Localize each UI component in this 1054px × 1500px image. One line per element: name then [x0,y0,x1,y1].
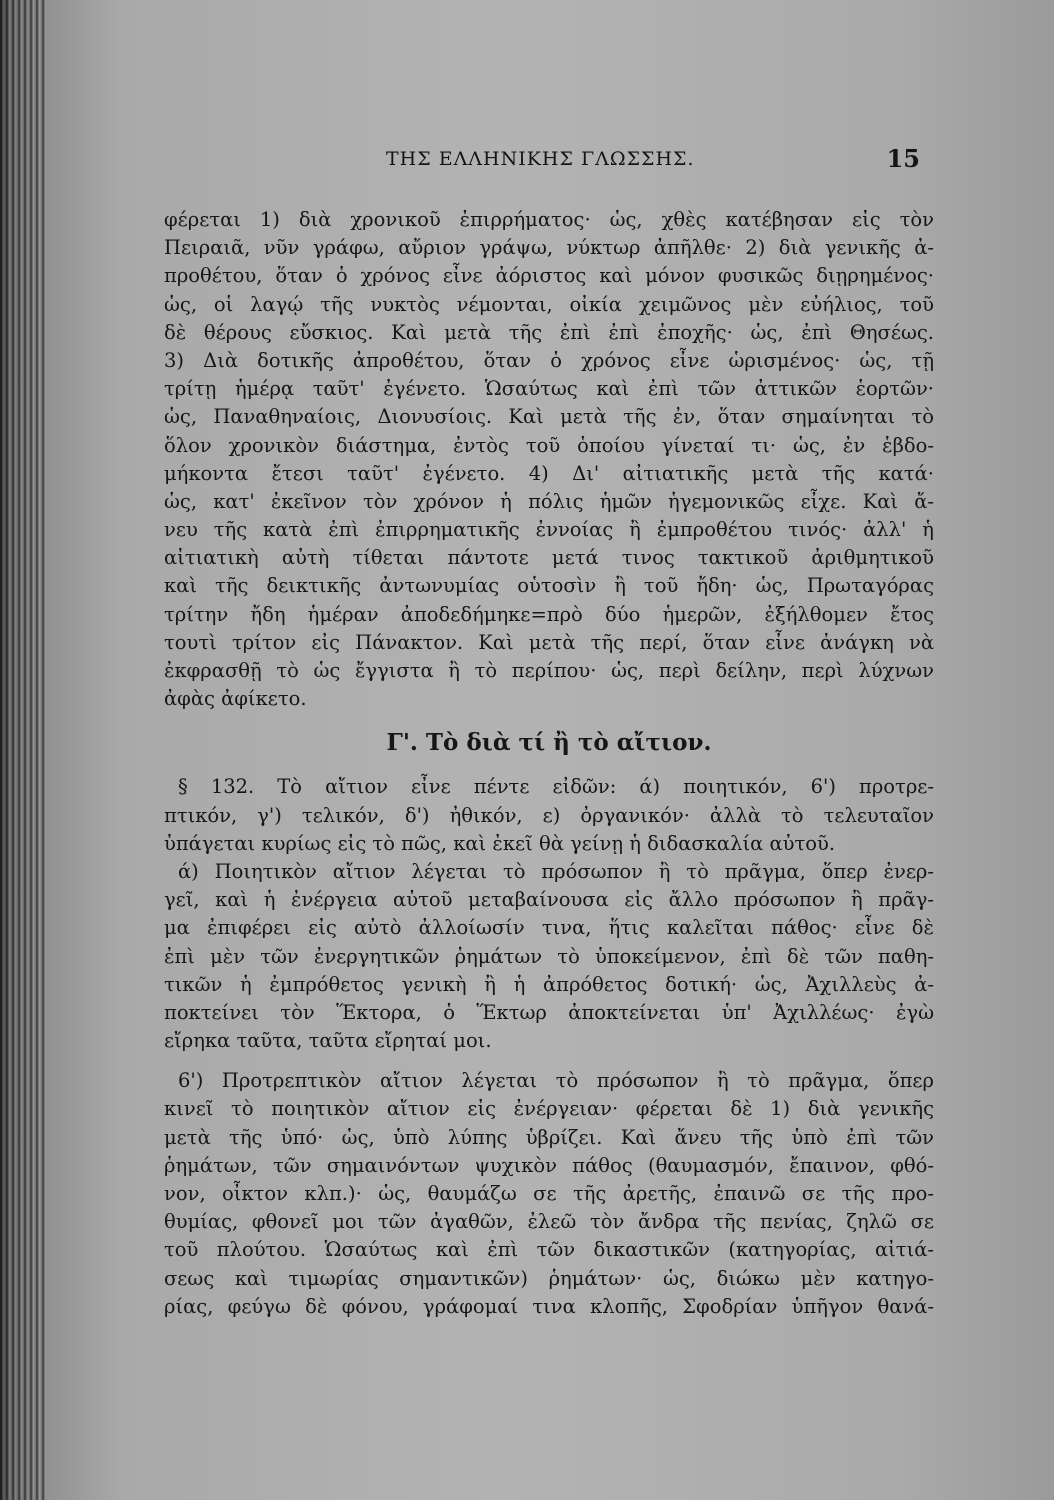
text-line: ρίας, φεύγω δὲ φόνου, γράφομαί τινα κλοπῆς, Σφοδρίαν ὑπῆγον θανά- [164,1294,934,1318]
page-header [160,146,920,176]
text-line: τοῦ πλούτου. Ὡσαύτως καὶ ἐπὶ τῶν δικαστικῶν (κατηγορίας, αἰτιά- [164,1238,934,1262]
text-line: § 132. Τὸ αἴτιον εἶνε πέντε εἰδῶν: ά) ποιητικόν, 6') προτρε- [178,775,934,799]
text-line: αἰτιατικὴ αὐτὴ τίθεται πάντοτε μετά τινος τακτικοῦ ἀριθμητικοῦ [164,546,934,570]
text-line: ἐπὶ μὲν τῶν ἐνεργητικῶν ῥημάτων τὸ ὑποκείμενον, ἐπὶ δὲ τῶν παθη- [164,944,934,968]
text-line: ἀφὰς ἀφίκετο. [164,687,307,711]
text-line: νευ τῆς κατὰ ἐπὶ ἐπιρρηματικῆς ἐννοίας ἢ ἐμπροθέτου τινός· ἀλλ' ἡ [164,518,934,542]
book-gutter [0,0,46,1500]
text-line: ποκτείνει τὸν Ἕκτορα, ὁ Ἕκτωρ ἀποκτείνεται ὑπ' Ἀχιλλέως· ἐγὼ [164,1000,934,1024]
page-body [164,206,934,1321]
text-line: νον, οἶκτον κλπ.)· ὡς, θαυμάζω σε τῆς ἀρετῆς, ἐπαινῶ σε τῆς προ- [164,1182,934,1205]
text-line: τουτὶ τρίτον εἰς Πάνακτον. Καὶ μετὰ τῆς περί, ὅταν εἶνε ἀνάγκη νὰ [164,630,934,654]
text-line: ἐκφρασθῇ τὸ ὡς ἔγγιστα ἢ τὸ περίπου· ὡς, περὶ δείλην, περὶ λύχνων [164,659,934,682]
text-line: 6') Προτρεπτικὸν αἴτιον λέγεται τὸ πρόσωπον ἢ τὸ πρᾶγμα, ὅπερ [178,1069,934,1093]
text-line: ὡς, Παναθηναίοις, Διονυσίοις. Καὶ μετὰ τῆς ἐν, ὅταν σημαίνηται τὸ [164,405,934,429]
text-line: τικῶν ἡ ἐμπρόθετος γενικὴ ἢ ἡ ἀπρόθετος δοτική· ὡς, Ἀχιλλεὺς ἀ- [164,972,934,996]
text-line: Πειραιᾶ, νῦν γράφω, αὔριον γράψω, νύκτωρ ἀπῆλθε· 2) διὰ γενικῆς ἀ- [164,236,934,260]
text-line: ὑπάγεται κυρίως εἰς τὸ πῶς, καὶ ἐκεῖ θὰ γείνῃ ἡ διδασκαλία αὐτοῦ. [164,831,836,855]
text-line: ῥημάτων, τῶν σημαινόντων ψυχικὸν πάθος (θαυμασμόν, ἔπαινον, φθό- [164,1153,934,1177]
text-line: φέρεται 1) διὰ χρονικοῦ ἐπιρρήματος· ὡς, χθὲς κατέβησαν εἰς τὸν [164,208,934,231]
text-line: σεως καὶ τιμωρίας σημαντικῶν) ῥημάτων· ὡς, διώκω μὲν κατηγο- [164,1266,934,1290]
text-line: 3) Διὰ δοτικῆς ἀπροθέτου, ὅταν ὁ χρόνος εἶνε ὡρισμένος· ὡς, τῇ [164,348,934,372]
text-line: προθέτου, ὅταν ὁ χρόνος εἶνε ἀόριστος καὶ μόνον φυσικῶς διῃρημένος· [164,264,934,288]
text-line: θυμίας, φθονεῖ μοι τῶν ἀγαθῶν, ἐλεῶ τὸν ἄνδρα τῆς πενίας, ζηλῶ σε [164,1210,934,1234]
text-line: μετὰ τῆς ὑπό· ὡς, ὑπὸ λύπης ὑβρίζει. Καὶ ἄνευ τῆς ὑπὸ ἐπὶ τῶν [164,1125,934,1149]
text-line: ὡς, οἱ λαγῴ τῆς νυκτὸς νέμονται, οἰκία χειμῶνος μὲν εὐήλιος, τοῦ [164,292,934,316]
text-line: γεῖ, καὶ ἡ ἐνέργεια αὐτοῦ μεταβαίνουσα εἰς ἄλλο πρόσωπον ἢ πρᾶγ- [164,888,934,912]
text-line: πτικόν, γ') τελικόν, δ') ἠθικόν, ε) ὀργανικόν· ἀλλὰ τὸ τελευταῖον [164,803,934,827]
text-line: μήκοντα ἔτεσι ταῦτ' ἐγένετο. 4) Δι' αἰτιατικῆς μετὰ τῆς κατά· [164,461,934,485]
section-heading: Γ'. Τὸ διὰ τί ἢ τὸ αἴτιον. [386,729,712,757]
text-line: τρίτῃ ἡμέρᾳ ταῦτ' ἐγένετο. Ὡσαύτως καὶ ἐπὶ τῶν ἀττικῶν ἑορτῶν· [164,377,934,401]
text-line: δὲ θέρους εὔσκιος. Καὶ μετὰ τῆς ἐπὶ ἐπὶ ἐποχῆς· ὡς, ἐπὶ Θησέως. [164,320,934,344]
paragraph-gap [164,1055,934,1067]
text-line: ά) Ποιητικὸν αἴτιον λέγεται τὸ πρόσωπον ἢ τὸ πρᾶγμα, ὅπερ ἐνερ- [178,859,934,883]
running-title: ΤΗΣ ΕΛΛΗΝΙΚΗΣ ΓΛΩΣΣΗΣ. [386,148,695,170]
text-line: καὶ τῆς δεικτικῆς ἀντωνυμίας οὑτοσὶν ἢ τοῦ ἤδη· ὡς, Πρωταγόρας [164,574,934,598]
text-line: εἴρηκα ταῦτα, ταῦτα εἴρηταί μοι. [164,1029,492,1053]
text-line: μα ἐπιφέρει εἰς αὐτὸ ἀλλοίωσίν τινα, ἥτις καλεῖται πάθος· εἶνε δὲ [164,916,934,940]
text-line: κινεῖ τὸ ποιητικὸν αἴτιον εἰς ἐνέργειαν· φέρεται δὲ 1) διὰ γενικῆς [164,1097,934,1121]
text-line: ὡς, κατ' ἐκεῖνον τὸν χρόνον ἡ πόλις ἡμῶν ἡγεμονικῶς εἶχε. Καὶ ἄ- [164,489,934,513]
text-line: ὅλον χρονικὸν διάστημα, ἐντὸς τοῦ ὁποίου γίνεταί τι· ὡς, ἐν ἑβδο- [164,433,934,457]
text-line: τρίτην ἤδη ἡμέραν ἀποδεδήμηκε=πρὸ δύο ἡμερῶν, ἐξήλθομεν ἔτος [164,602,934,626]
page-number: 15 [886,144,920,173]
